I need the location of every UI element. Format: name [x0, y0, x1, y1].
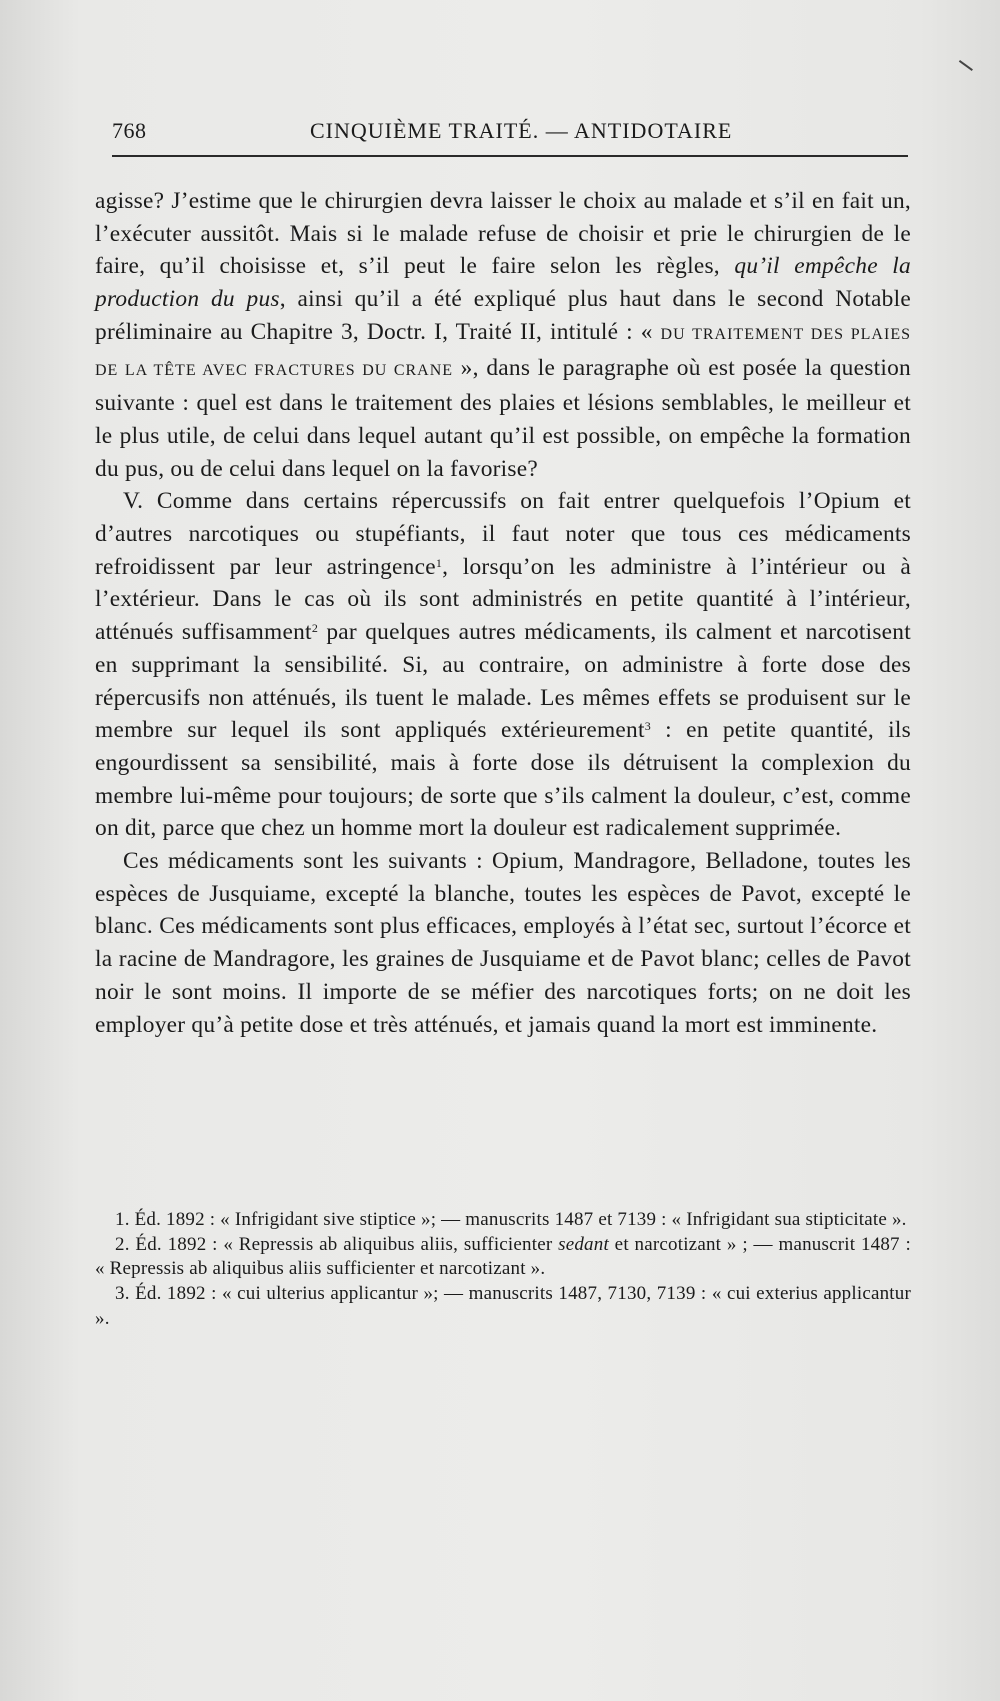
footnote-2-text-b: et narcotizant » ; — manuscrit 1487 : « Repressis ab aliquibus aliis sufficienter et narcotizant ». — [95, 1233, 911, 1280]
paragraph-2-text-b: , lorsqu’on les administre à l’intérieur ou à l’extérieur. Dans le cas où ils sont administrés en petite quantité à l’intérieur, atténués suffisamment — [95, 553, 911, 646]
paragraph-2-text-a: V. Comme dans certains répercussifs on fait entrer quelquefois l’Opium et d’autres narcotiques ou stupéfiants, il faut noter que tous ces médicaments refroidissent par leur astringence — [95, 488, 911, 580]
paragraph-1-text-c: », dans le paragraphe où est posée la question suivante : quel est dans le traitement des plaies et lésions semblables, le meilleur et le plus utile, de celui dans lequel autant qu’il est possible, on empêche la formation du pus, ou de celui dans lequel on la favorise? — [95, 354, 911, 482]
footnotes — [95, 1208, 911, 1332]
paragraph-1 — [95, 185, 911, 485]
paragraph-1-text-b: , ainsi qu’il a été expliqué plus haut dans le second Notable préliminaire au Chapitre 3, Doctr. I, Traité II, intitulé : « — [95, 286, 911, 345]
paragraph-2 — [95, 485, 911, 845]
paragraph-1-text-a: agisse? J’estime que le chirurgien devra laisser le choix au malade et s’il en fait un, l’exécuter aussitôt. Mais si le malade refuse de choisir et prie le chirurgien de le faire, qu’il choisisse et, s’il peut le faire selon les règles, — [95, 188, 911, 280]
footnote-2-text-a: 2. Éd. 1892 : « Repressis ab aliquibus aliis, sufficienter — [115, 1233, 559, 1255]
page-number: 768 — [112, 118, 147, 143]
main-text — [95, 185, 911, 1041]
footnote-ref-1: 1 — [435, 555, 443, 570]
paragraph-1-italic: qu’il empêche la production du pus — [95, 253, 911, 313]
paragraph-3: Ces médicaments sont les suivants : Opium, Mandragore, Belladone, toutes les espèces de Jusquiame, excepté la blanche, toutes les espèces de Pavot, excepté le blanc. Ces médicaments sont plus efficaces, employés à l’état sec, surtout l’écorce et la racine de Mandragore, les graines de Jusquiame et de Pavot blanc; celles de Pavot noir le sont moins. Il importe de se méfier des narcotiques forts; on ne doit les employer qu’à petite dose et très atténués, et jamais quand la mort est imminente. — [95, 848, 911, 1038]
running-head — [112, 116, 906, 150]
running-title: CINQUIÈME TRAITÉ. — ANTIDOTAIRE — [310, 118, 733, 143]
paragraph-2-text-d: : en petite quantité, ils engourdissent sa sensibilité, mais à forte dose ils détruisent la complexion du membre lui-même pour toujours; de sorte que s’ils calment la douleur, c’est, comme on dit, parce que chez un homme mort la douleur est radicalement supprimée. — [95, 717, 911, 842]
footnote-1: 1. Éd. 1892 : « Infrigidant sive stiptice »; — manuscrits 1487 et 7139 : « Infrigidant sua stipticitate ». — [115, 1209, 907, 1230]
footnote-ref-3: 3 — [644, 719, 651, 734]
footnote-2 — [95, 1233, 911, 1282]
footnote-3: 3. Éd. 1892 : « cui ulterius applicantur »; — manuscrits 1487, 7130, 7139 : « cui exterius applicantur ». — [95, 1283, 911, 1329]
paragraph-1-smallcaps-title: DU TRAITEMENT DES PLAIES DE LA TÊTE AVEC FRACTURES DU CRANE — [95, 325, 911, 379]
footnote-ref-2: 2 — [311, 621, 319, 636]
paragraph-2-text-c: par quelques autres médicaments, ils calment et narcotisent en supprimant la sensibilité. Si, au contraire, on administre à forte dose des répercusifs non atténués, ils tuent le malade. Les mêmes effets se produisent sur le membre sur lequel ils sont appliqués extérieurement — [95, 619, 911, 744]
footnote-2-italic: sedant — [558, 1233, 609, 1255]
header-rule — [112, 155, 908, 157]
